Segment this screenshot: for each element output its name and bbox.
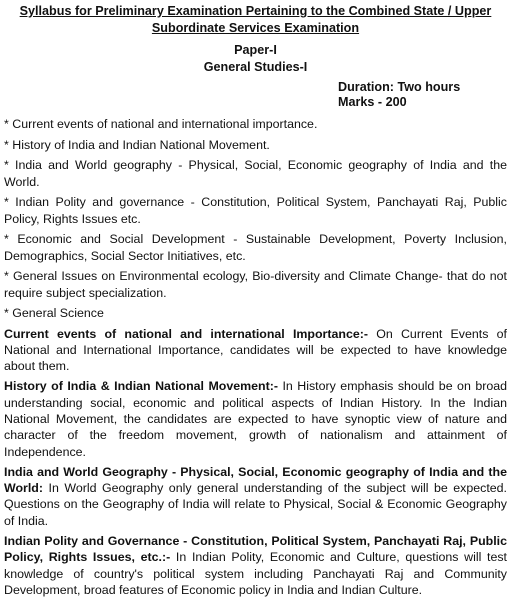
section-geography	[4, 464, 507, 529]
document-title-line-2: Subordinate Services Examination	[151, 21, 360, 35]
topic-item: * Indian Polity and governance - Constitution, Political System, Panchayati Raj, Public Policy, Rights Issues etc.	[4, 195, 507, 226]
topic-item: * History of India and Indian National Movement.	[4, 137, 270, 152]
document-title-line-1: Syllabus for Preliminary Examination Pertaining to the Combined State / Upper	[19, 4, 492, 18]
topic-item: * India and World geography - Physical, Social, Economic geography of India and the World.	[4, 158, 507, 189]
topic-list	[4, 116, 507, 322]
topic-item: * General Science	[4, 306, 104, 320]
marks-text: Marks - 200	[338, 95, 407, 109]
section-heading: Current events of national and international Importance:-	[4, 326, 368, 341]
section-heading: India and World Geography - Physical, Social, Economic geography of India and the World:	[4, 464, 507, 496]
section-heading: Indian Polity and Governance - Constitution, Political System, Panchayati Raj, Public Policy, Rights Issues, etc.:-	[4, 534, 507, 565]
subject-heading: General Studies-I	[203, 60, 308, 74]
section-body: In Indian Polity, Economic and Culture, questions will test knowledge of country's political system including Panchayati Raj and Community Development, broad features of Economic policy in India and Indian Culture.	[4, 550, 507, 597]
paper-heading: Paper-I	[234, 43, 277, 57]
topic-item: * Current events of national and international importance.	[4, 117, 318, 131]
section-polity	[4, 533, 507, 598]
duration-text: Duration: Two hours	[338, 80, 461, 94]
section-heading: History of India & Indian National Movement:-	[4, 379, 278, 394]
topic-item: * General Issues on Environmental ecology, Bio-diversity and Climate Change- that do not require subject specialization.	[4, 269, 507, 300]
section-body: In World Geography only general understanding of the subject will be expected. Questions on the Geography of India will relate to Physical, Social & Economic Geography of India.	[4, 481, 507, 528]
section-body: In History emphasis should be on broad understanding social, economic and political aspects of Indian History. In the Indian National Movement, the candidates are expected to have synoptic view of nature and character of the freedom movement, growth of nationalism and attainment of Independence.	[4, 379, 508, 459]
section-current-events	[4, 326, 507, 375]
section-body: On Current Events of National and International Importance, candidates will be expected to have knowledge about them.	[4, 326, 507, 374]
exam-meta	[338, 80, 507, 110]
section-history	[4, 378, 507, 459]
topic-item: * Economic and Social Development - Sustainable Development, Poverty Inclusion, Demographics, Social Sector Initiatives, etc.	[4, 232, 507, 263]
document-page	[0, 3, 510, 597]
